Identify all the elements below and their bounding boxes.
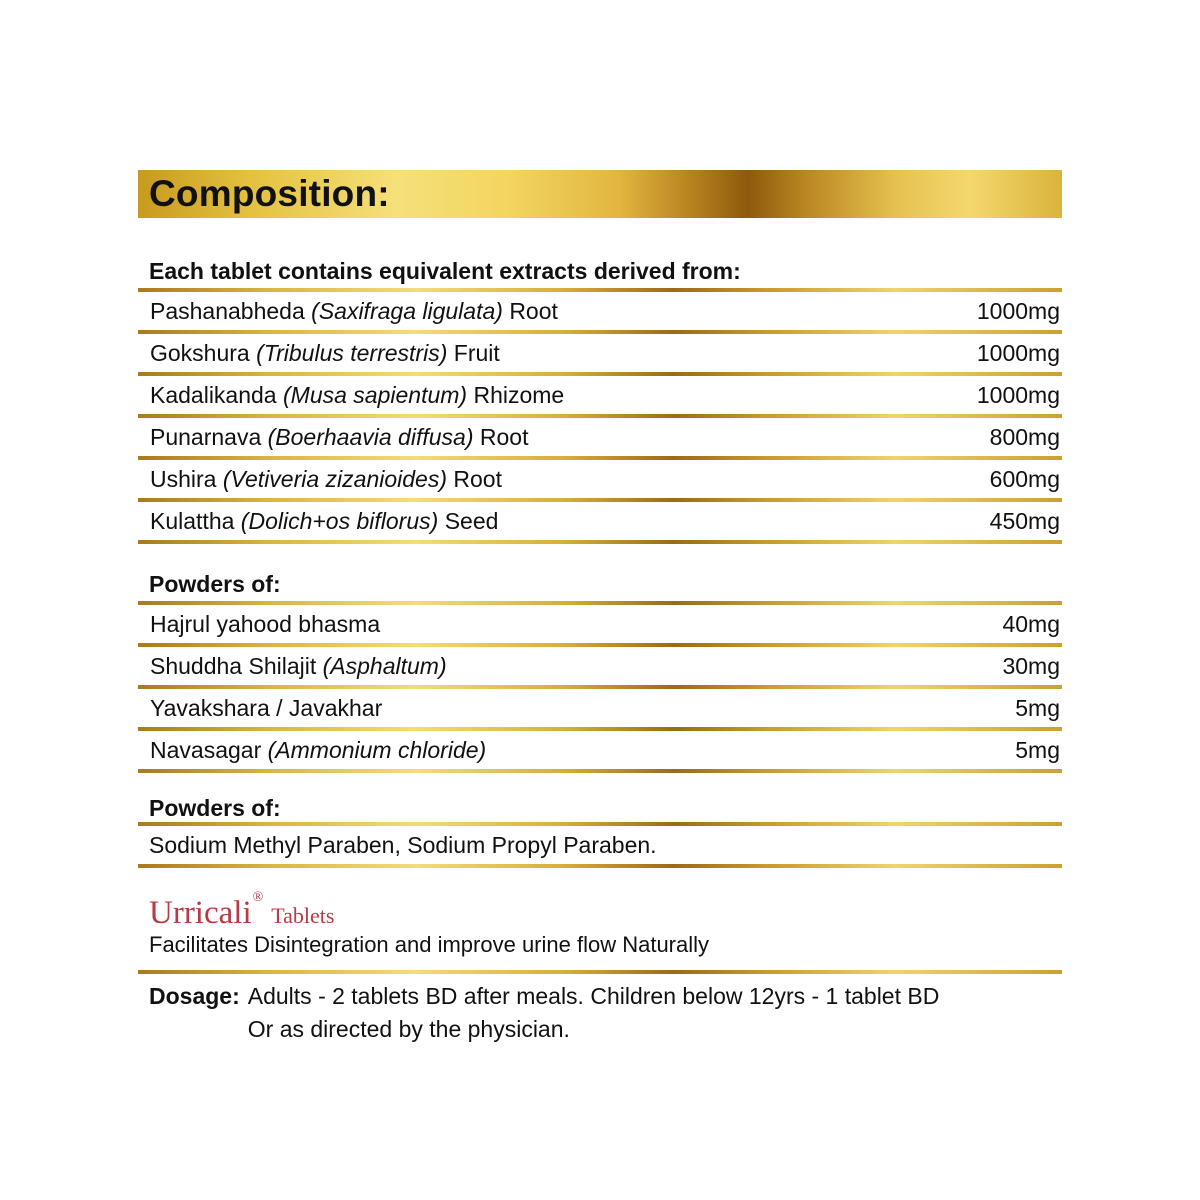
dosage-label: Dosage:: [149, 983, 240, 1009]
latin-name: (Boerhaavia diffusa): [267, 423, 474, 450]
preservatives-text: Sodium Methyl Paraben, Sodium Propyl Paraben.: [149, 832, 657, 858]
divider: [138, 970, 1062, 974]
plant-part: Root: [479, 423, 529, 450]
ingredient-name: [150, 424, 528, 451]
ingredient-name: [150, 611, 380, 638]
ingredient-quantity: 40mg: [1002, 610, 1060, 637]
dosage-line: Adults - 2 tablets BD after meals. Children below 12yrs - 1 tablet BD: [247, 983, 940, 1009]
common-name: Hajrul yahood bhasma: [150, 610, 381, 637]
ingredient-name: [150, 340, 500, 367]
latin-name: (Dolich+os biflorus): [240, 507, 439, 534]
common-name: Shuddha Shilajit: [150, 652, 317, 679]
ingredient-quantity: 1000mg: [976, 339, 1060, 366]
plant-part: Fruit: [453, 339, 500, 366]
registered-mark: ®: [252, 890, 264, 905]
ingredient-name: [150, 382, 564, 409]
ingredient-row: [138, 731, 1062, 769]
ingredient-row: [138, 647, 1062, 685]
ingredient-name: [150, 466, 502, 493]
ingredient-quantity: 1000mg: [976, 381, 1060, 408]
ingredient-row: [138, 502, 1062, 540]
common-name: Punarnava: [150, 423, 262, 450]
ingredient-quantity: 800mg: [989, 423, 1060, 450]
powders-list: [138, 605, 1062, 773]
ingredient-quantity: 600mg: [989, 465, 1060, 492]
common-name: Navasagar: [150, 736, 262, 763]
latin-name: (Saxifraga ligulata): [311, 297, 503, 324]
brand-block: [138, 888, 1062, 960]
ingredient-quantity: 450mg: [989, 507, 1060, 534]
common-name: Kulattha: [150, 507, 235, 534]
latin-name: (Asphaltum): [322, 652, 447, 679]
divider: [138, 864, 1062, 868]
divider: [138, 540, 1062, 544]
common-name: Pashanabheda: [150, 297, 305, 324]
ingredient-row: [138, 376, 1062, 414]
title-banner: [138, 170, 1062, 218]
common-name: Kadalikanda: [150, 381, 277, 408]
powders-heading: Powders of:: [149, 571, 281, 597]
divider: [138, 769, 1062, 773]
ingredient-quantity: 30mg: [1002, 652, 1060, 679]
ingredient-quantity: 5mg: [1015, 736, 1060, 763]
ingredient-name: [150, 508, 498, 535]
ingredient-row: [138, 292, 1062, 330]
composition-panel: [138, 170, 1062, 1046]
ingredient-row: [138, 689, 1062, 727]
latin-name: (Vetiveria zizanioides): [222, 465, 447, 492]
dosage-line: Or as directed by the physician.: [247, 1016, 570, 1042]
latin-name: (Musa sapientum): [283, 381, 468, 408]
ingredient-row: [138, 605, 1062, 643]
ingredient-name: [150, 298, 558, 325]
plant-part: Rhizome: [473, 381, 565, 408]
page-title: Composition:: [149, 173, 390, 214]
ingredient-row: [138, 334, 1062, 372]
extracts-list: [138, 292, 1062, 544]
product-form: Tablets: [271, 903, 335, 928]
ingredient-name: [150, 737, 486, 764]
ingredient-quantity: 1000mg: [976, 297, 1060, 324]
common-name: Yavakshara / Javakhar: [150, 694, 383, 721]
preservatives-heading: Powders of:: [149, 795, 281, 821]
ingredient-name: [150, 695, 382, 722]
tagline: Facilitates Disintegration and improve urine flow Naturally: [149, 932, 710, 957]
ingredient-quantity: 5mg: [1015, 694, 1060, 721]
latin-name: (Ammonium chloride): [267, 736, 487, 763]
dosage-block: [138, 980, 1062, 1046]
common-name: Gokshura: [150, 339, 250, 366]
extracts-heading: Each tablet contains equivalent extracts derived from:: [149, 258, 741, 284]
latin-name: (Tribulus terrestris): [256, 339, 448, 366]
plant-part: Root: [453, 465, 502, 492]
ingredient-row: [138, 418, 1062, 456]
ingredient-row: [138, 460, 1062, 498]
ingredient-name: [150, 653, 447, 680]
dosage-text: [248, 980, 940, 1046]
brand-line: [149, 888, 1062, 930]
brand-name: Urricali: [149, 895, 252, 931]
common-name: Ushira: [150, 465, 217, 492]
plant-part: Root: [509, 297, 558, 324]
plant-part: Seed: [444, 507, 499, 534]
